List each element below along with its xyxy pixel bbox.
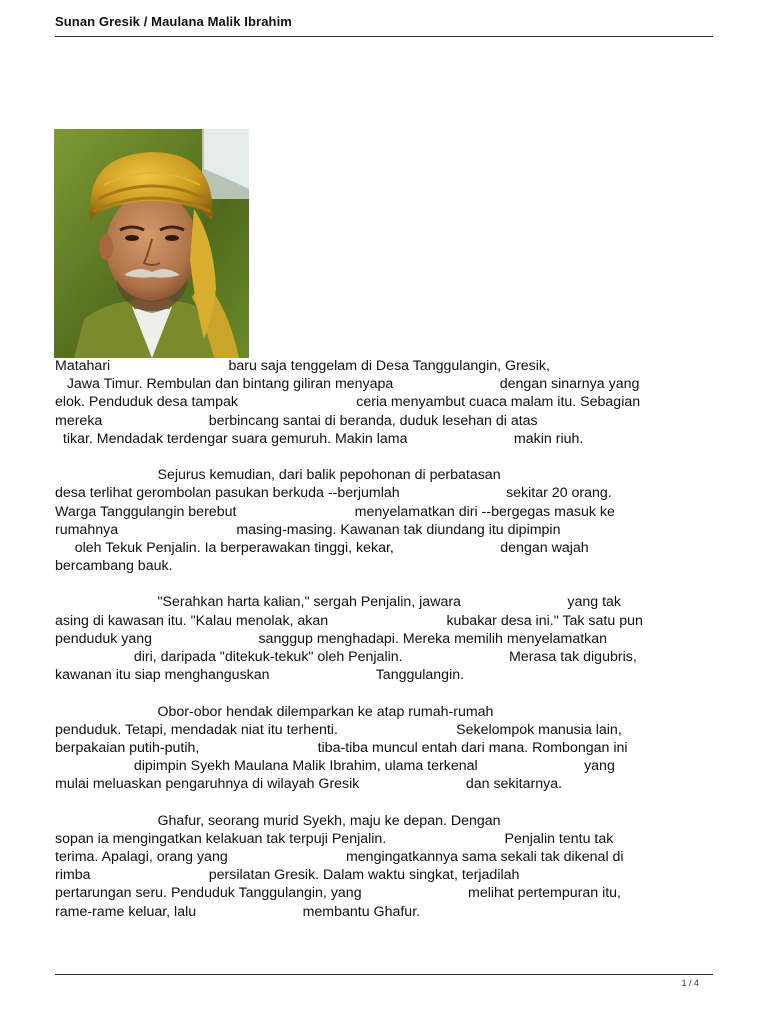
paragraph-gap [55, 575, 715, 593]
text-line: elok. Penduduk desa tampak ceria menyambut cuaca malam itu. Sebagian [55, 394, 641, 411]
text-line: tikar. Mendadak terdengar suara gemuruh. Makin lama makin riuh. [55, 430, 584, 447]
text-line: rumahnya masing-masing. Kawanan tak diundang itu dipimpin [55, 521, 561, 538]
text-line: "Serahkan harta kalian," sergah Penjalin, jawara yang tak [55, 594, 622, 611]
text-line: sopan ia mengingatkan kelakuan tak terpuji Penjalin. Penjalin tentu tak [55, 830, 614, 847]
text-line: mereka berbincang santai di beranda, duduk lesehan di atas [55, 412, 538, 429]
text-line: asing di kawasan itu. "Kalau menolak, akan kubakar desa ini." Tak satu pun [55, 612, 643, 629]
paragraph-gap [55, 794, 715, 812]
text-line: Warga Tanggulangin berebut menyelamatkan diri --bergegas masuk ke [55, 503, 615, 520]
page-number: 1 / 4 [681, 978, 699, 988]
text-line: mulai meluaskan pengaruhnya di wilayah Gresik dan sekitarnya. [55, 776, 563, 793]
text-line: Obor-obor hendak dilemparkan ke atap rumah-rumah [55, 703, 494, 720]
text-line: penduduk yang sanggup menghadapi. Mereka memilih menyelamatkan [55, 630, 608, 647]
paragraph-gap [55, 448, 715, 466]
text-line: diri, daripada "ditekuk-tekuk" oleh Penjalin. Merasa tak digubris, [55, 649, 637, 665]
text-line: terima. Apalagi, orang yang mengingatkannya sama sekali tak dikenal di [55, 849, 624, 866]
page-header-title: Sunan Gresik / Maulana Malik Ibrahim [55, 14, 292, 29]
text-line: penduduk. Tetapi, mendadak niat itu terhenti. Sekelompok manusia lain, [55, 721, 622, 738]
text-line: Sejurus kemudian, dari balik pepohonan di perbatasan [55, 467, 501, 484]
text-line: desa terlihat gerombolan pasukan berkuda --berjumlah sekitar 20 orang. [55, 485, 612, 502]
text-line: bercambang bauk. [55, 558, 173, 575]
text-line: Jawa Timur. Rembulan dan bintang giliran menyapa dengan sinarnya yang [55, 376, 640, 393]
paragraph-gap [55, 684, 715, 702]
text-line: Ghafur, seorang murid Syekh, maju ke depan. Dengan [55, 812, 501, 829]
text-line: berpakaian putih-putih, tiba-tiba muncul entah dari mana. Rombongan ini [55, 739, 628, 756]
article-body [55, 357, 715, 921]
text-line: rame-rame keluar, lalu membantu Ghafur. [55, 903, 421, 920]
text-line: kawanan itu siap menghanguskan Tanggulangin. [55, 667, 465, 684]
header-rule [55, 36, 713, 37]
portrait-image [54, 129, 249, 358]
text-line: dipimpin Syekh Maulana Malik Ibrahim, ulama terkenal yang [55, 758, 615, 775]
text-line: pertarungan seru. Penduduk Tanggulangin, yang melihat pertempuran itu, [55, 885, 621, 902]
footer-rule [55, 974, 713, 975]
text-line: Matahari baru saja tenggelam di Desa Tanggulangin, Gresik, [55, 358, 550, 374]
text-line: rimba persilatan Gresik. Dalam waktu singkat, terjadilah [55, 867, 520, 884]
text-line: oleh Tekuk Penjalin. Ia berperawakan tinggi, kekar, dengan wajah [55, 539, 589, 556]
